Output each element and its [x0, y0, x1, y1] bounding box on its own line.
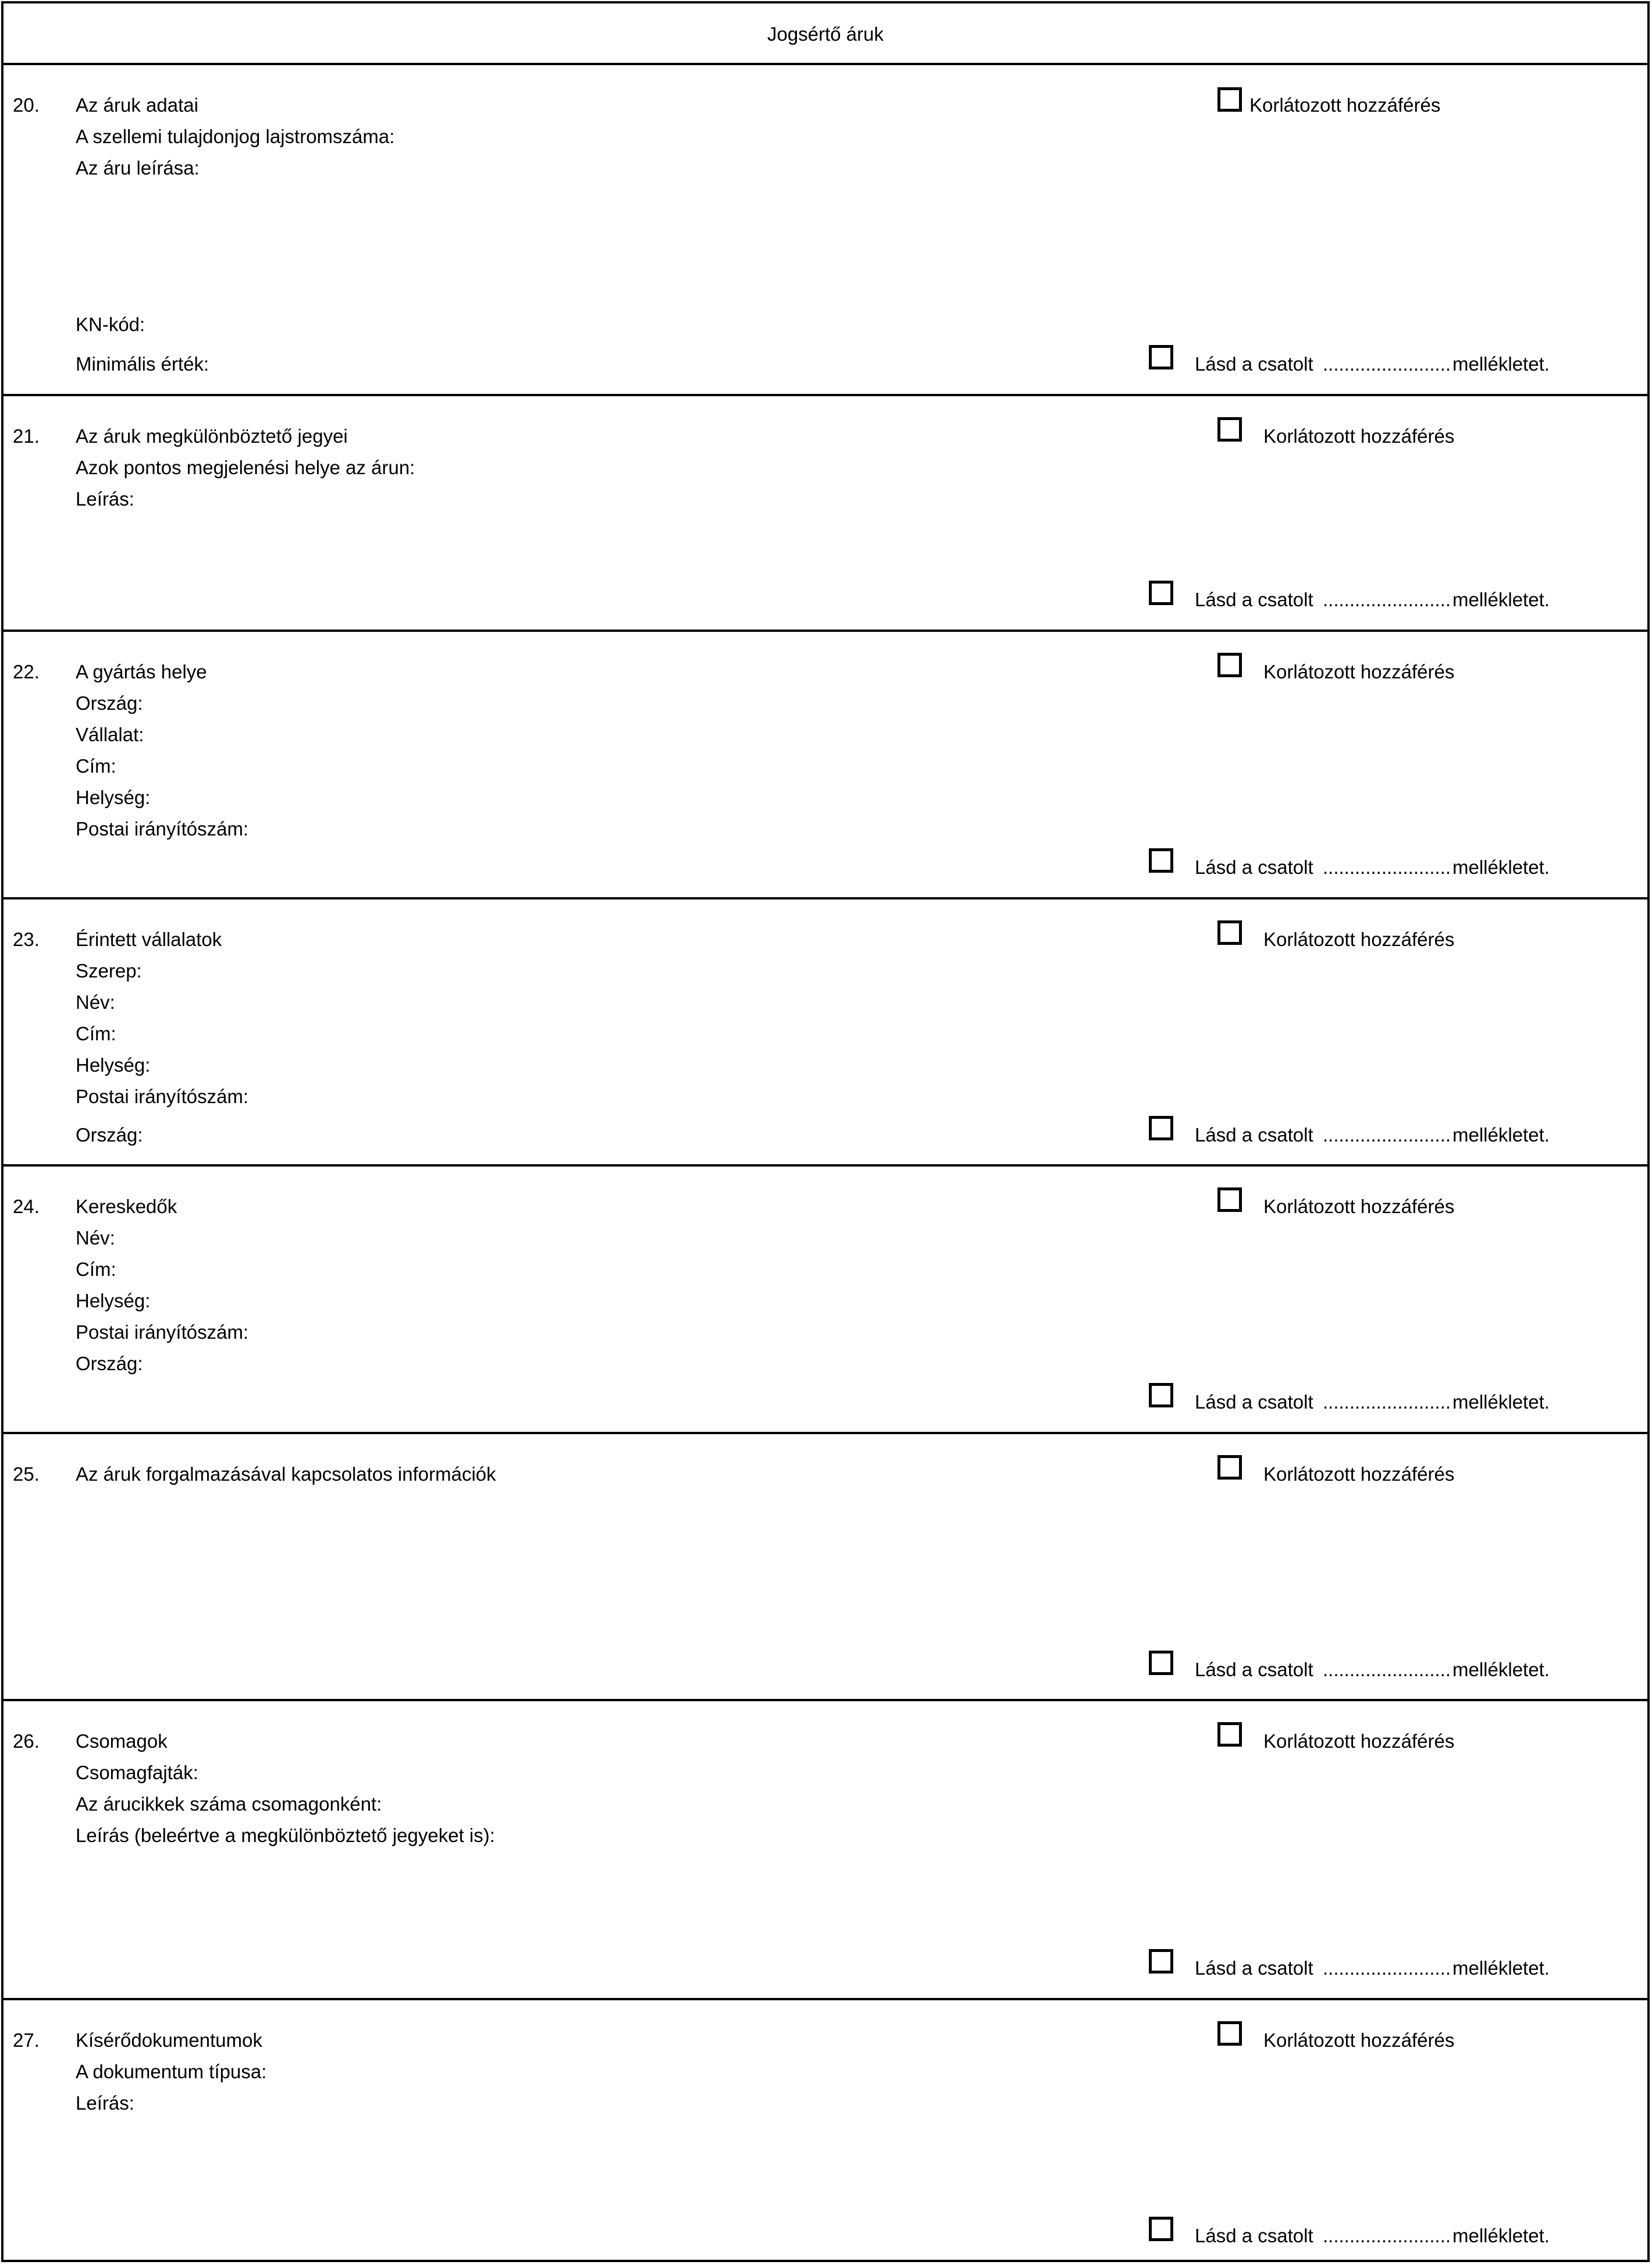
- field-label: Cím:: [76, 1258, 116, 1280]
- restricted-access-checkbox[interactable]: [1217, 653, 1242, 677]
- field-label: Ország:: [76, 1124, 143, 1146]
- field-label: Cím:: [76, 755, 116, 777]
- section-number: 25.: [13, 1463, 40, 1485]
- form-title: Jogsértő áruk: [767, 23, 884, 45]
- section-number: 27.: [13, 2029, 40, 2051]
- restricted-access-label: Korlátozott hozzáférés: [1249, 94, 1441, 116]
- field-label: Ország:: [76, 1353, 143, 1374]
- annex-label: mellékletet.: [1452, 2225, 1550, 2246]
- see-attached-label: Lásd a csatolt: [1195, 1124, 1313, 1146]
- see-attached-checkbox[interactable]: [1149, 2217, 1173, 2241]
- section-title: Az áruk megkülönböztető jegyei: [76, 425, 348, 447]
- section-24: [3, 1167, 1647, 1434]
- see-attached-label: Lásd a csatolt: [1195, 1957, 1313, 1979]
- see-attached-checkbox[interactable]: [1149, 1116, 1173, 1140]
- annex-label: mellékletet.: [1452, 1124, 1550, 1146]
- restricted-access-label: Korlátozott hozzáférés: [1263, 929, 1455, 950]
- section-title: Csomagok: [76, 1730, 168, 1752]
- section-title: Az áruk forgalmazásával kapcsolatos információk: [76, 1463, 496, 1485]
- field-label: Postai irányítószám:: [76, 818, 249, 840]
- annex-label: mellékletet.: [1452, 1391, 1550, 1413]
- restricted-access-checkbox[interactable]: [1217, 920, 1242, 945]
- restricted-access-checkbox[interactable]: [1217, 1187, 1242, 1212]
- field-label: Leírás:: [76, 488, 134, 510]
- annex-number-dots: ........................: [1323, 353, 1451, 375]
- field-label: Azok pontos megjelenési helye az árun:: [76, 457, 415, 478]
- annex-label: mellékletet.: [1452, 1957, 1550, 1979]
- field-label: Az áru leírása:: [76, 157, 200, 179]
- form: [1, 1, 1650, 2262]
- section-number: 20.: [13, 94, 40, 116]
- see-attached-checkbox[interactable]: [1149, 1949, 1173, 1974]
- see-attached-checkbox[interactable]: [1149, 848, 1173, 873]
- annex-number-dots: ........................: [1323, 856, 1451, 878]
- section-26: [3, 1701, 1647, 2000]
- see-attached-checkbox[interactable]: [1149, 1651, 1173, 1675]
- section-title: Az áruk adatai: [76, 94, 198, 116]
- section-20: [3, 65, 1647, 396]
- see-attached-label: Lásd a csatolt: [1195, 856, 1313, 878]
- section-number: 23.: [13, 929, 40, 950]
- field-label: KN-kód:: [76, 314, 145, 335]
- restricted-access-checkbox[interactable]: [1217, 87, 1242, 112]
- annex-label: mellékletet.: [1452, 856, 1550, 878]
- field-label: Cím:: [76, 1023, 116, 1044]
- see-attached-checkbox[interactable]: [1149, 345, 1173, 369]
- field-label: Leírás:: [76, 2092, 134, 2114]
- field-label: Ország:: [76, 692, 143, 714]
- field-label: Az árucikkek száma csomagonként:: [76, 1793, 382, 1815]
- section-23: [3, 899, 1647, 1167]
- field-label: Szerep:: [76, 960, 142, 982]
- restricted-access-label: Korlátozott hozzáférés: [1263, 1196, 1455, 1217]
- section-number: 26.: [13, 1730, 40, 1752]
- annex-label: mellékletet.: [1452, 353, 1550, 375]
- form-header: [3, 3, 1647, 65]
- field-label: Minimális érték:: [76, 353, 209, 375]
- restricted-access-checkbox[interactable]: [1217, 1722, 1242, 1747]
- restricted-access-checkbox[interactable]: [1217, 1455, 1242, 1480]
- see-attached-label: Lásd a csatolt: [1195, 1659, 1313, 1680]
- section-27: [3, 2000, 1647, 2260]
- annex-number-dots: ........................: [1323, 1124, 1451, 1146]
- field-label: Csomagfajták:: [76, 1762, 198, 1783]
- field-label: Helység:: [76, 787, 151, 808]
- see-attached-checkbox[interactable]: [1149, 1383, 1173, 1407]
- annex-label: mellékletet.: [1452, 1659, 1550, 1680]
- field-label: Helység:: [76, 1054, 151, 1076]
- section-title: Érintett vállalatok: [76, 929, 222, 950]
- section-number: 24.: [13, 1196, 40, 1217]
- section-title: Kereskedők: [76, 1196, 177, 1217]
- field-label: Vállalat:: [76, 724, 144, 745]
- see-attached-checkbox[interactable]: [1149, 581, 1173, 605]
- restricted-access-label: Korlátozott hozzáférés: [1263, 1730, 1455, 1752]
- section-22: [3, 632, 1647, 899]
- restricted-access-checkbox[interactable]: [1217, 417, 1242, 442]
- section-title: A gyártás helye: [76, 661, 207, 682]
- see-attached-label: Lásd a csatolt: [1195, 589, 1313, 610]
- field-label: Helység:: [76, 1290, 151, 1311]
- field-label: A dokumentum típusa:: [76, 2061, 267, 2082]
- restricted-access-checkbox[interactable]: [1217, 2021, 1242, 2046]
- field-label: Név:: [76, 991, 115, 1013]
- section-title: Kísérődokumentumok: [76, 2029, 262, 2051]
- field-label: Név:: [76, 1227, 115, 1249]
- section-21: [3, 396, 1647, 632]
- restricted-access-label: Korlátozott hozzáférés: [1263, 2029, 1455, 2051]
- field-label: A szellemi tulajdonjog lajstromszáma:: [76, 126, 395, 147]
- see-attached-label: Lásd a csatolt: [1195, 353, 1313, 375]
- section-number: 21.: [13, 425, 40, 447]
- section-number: 22.: [13, 661, 40, 682]
- see-attached-label: Lásd a csatolt: [1195, 2225, 1313, 2246]
- section-25: [3, 1434, 1647, 1701]
- restricted-access-label: Korlátozott hozzáférés: [1263, 1463, 1455, 1485]
- annex-label: mellékletet.: [1452, 589, 1550, 610]
- annex-number-dots: ........................: [1323, 1659, 1451, 1680]
- field-label: Leírás (beleértve a megkülönböztető jegyeket is):: [76, 1825, 495, 1846]
- annex-number-dots: ........................: [1323, 2225, 1451, 2246]
- annex-number-dots: ........................: [1323, 589, 1451, 610]
- see-attached-label: Lásd a csatolt: [1195, 1391, 1313, 1413]
- restricted-access-label: Korlátozott hozzáférés: [1263, 425, 1455, 447]
- annex-number-dots: ........................: [1323, 1391, 1451, 1413]
- field-label: Postai irányítószám:: [76, 1321, 249, 1343]
- field-label: Postai irányítószám:: [76, 1086, 249, 1107]
- restricted-access-label: Korlátozott hozzáférés: [1263, 661, 1455, 682]
- annex-number-dots: ........................: [1323, 1957, 1451, 1979]
